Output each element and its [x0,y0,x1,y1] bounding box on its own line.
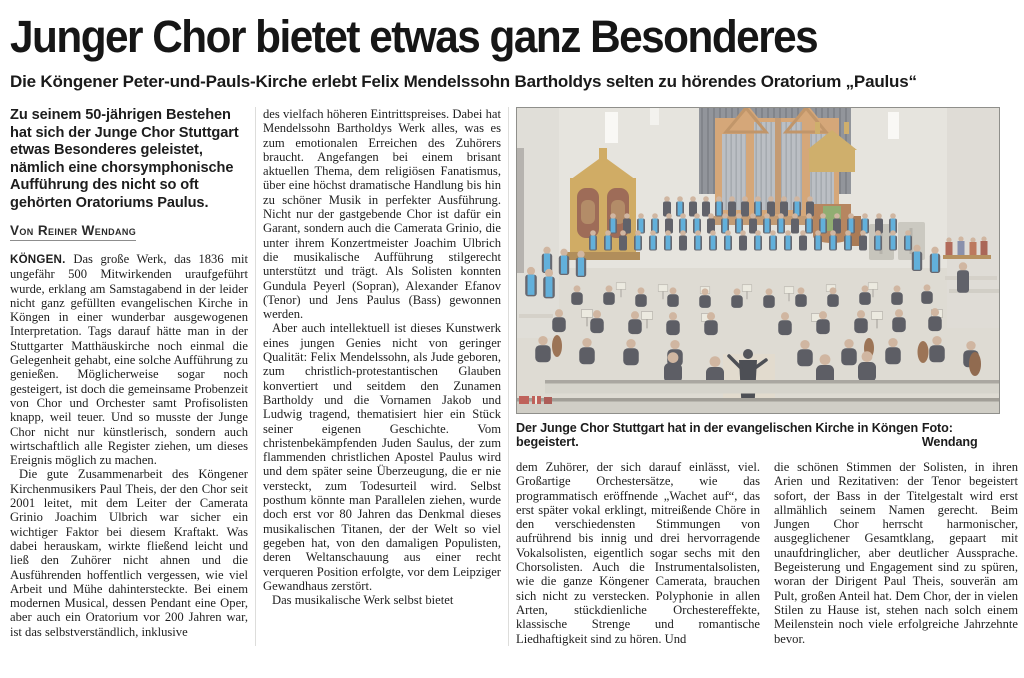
article-paragraph: Das musikalische Werk selbst bietet [272,593,454,608]
column-1-text [10,252,248,639]
byline: Von Reiner Wendang [10,223,136,241]
article-paragraph: Aber auch intellektuell ist dieses Kunstwerk eines jungen Genies nicht von geringer Qualität: Felix Mendelssohn, als Jude geboren, zum christlich-protestantischen Glauben konvertiert und seitdem den Zunamen Bartholdy und die Vornamen Jakob und Ludwig tragend, thematisiert hier ein Stück seiner eigenen Geschichte. Vom christenbekämpfenden Juden Saulus, der zum flammenden christlichen Apostel Paulus wird und dem später seine Überzeugung, die er nie versteckt, zum Todesurteil wird. Selbst posthum könnte man Parallelen ziehen, wurde doch erst vor 80 Jahren das Denkmal dieses musikalischen Titanen, der der Welt so viel gegeben hat, von den damaligen Populisten, deren Weltanschauung aus einer recht verqueren Position erfolgte, vor dem Leipziger Gewandhaus zerstört. [263,321,501,593]
article-subheadline: Die Köngener Peter-und-Pauls-Kirche erlebt Felix Mendelssohn Bartholdys selten zu hörendes Oratorium „Paulus“ [10,72,917,91]
article-paragraph: dem Zuhörer, der sich darauf einlässt, viel. Großartige Orchestersätze, wie das programmatisch eröffnende „Wachet auf“, das erst später vokal erklingt, mitreißende Chöre in den verschiedensten Stimmungen von aufrührend bis innig und drei hervorragende Vokalsolisten, eigentlich sogar sechs mit den Chorsolisten. Auch die Instrumentalsolisten, wie die ganze Köngener Camerata, brauchen sich nicht zu verstecken. Polyphonie in allen Arten, stückdienliche Orchestereffekte, klassische Strenge und romantische Liedhaftigkeit sind zu hören. Und [516,460,760,646]
column-3 [516,460,760,646]
article-paragraph: des vielfach höheren Eintrittspreises. Dabei hat Mendelssohn Bartholdys Werk alles, was es zum emotionalen Erreichen des Zuhörers braucht. Angefangen bei einem brisant aktuellen Thema, dem religiösen Fanatismus, über eine höchst dramatische Handlung bis hin zu schöner Musik in perfekter Ausführung. Nicht nur der gastgebende Chor ist dafür ein Garant, sondern auch die Camerata Grinio, die unter ihrem Konzertmeister Joachim Ulbrich die musikalische Aufführung stilgerecht unterstützt und trägt. Als Solisten konnten Gundula Peyerl (Sopran), Alexander Efanov (Tenor) und Jens Paulus (Bass) gewonnen werden. [263,107,501,322]
article-paragraph: die schönen Stimmen der Solisten, in ihren Arien und Rezitativen: der Tenor begeistert sofort, der Bass in der Titelgestalt wird erst allmählich seinem Namen gerecht. Beim Jungen Chor herrscht harmonischer, ausgeglichener Gesamtklang, gepaart mit unaufdringlicher, aber deutlicher Aussprache. Begeisterung und Engagement sind zu spüren, woran der Dirigent Paul Theis, souverän am Pult, großen Anteil hat. Dem Chor, der in vielen Stilen zu Hause ist, stehen nach solch einem Meilenstein noch viele erfolgreiche Jahrzehnte bevor. [774,460,1018,646]
column-1 [10,107,248,646]
photo-caption-row [516,421,1000,449]
article-paragraph: Die gute Zusammenarbeit des Köngener Kirchenmusikers Paul Theis, der den Chor seit 2001 leitet, mit dem Leiter der Camerata Grinio Joachim Ulbrich war sicher ein wichtiger Faktor bei diesem Kraftakt. Was dabei herauskam, wirkte fließend leicht und ließ den Zuhörer nicht ahnen und die Ausführenden hoffentlich vergessen, wie viel Arbeit und Mühe dahintersteckte. Bei einem modernen Musical, dessen Pendant eine Oper, aber auch ein Oratorium vor 200 Jahren war, ist das selbstverständlich, inklusive [10,467,248,639]
print-fade-overlay [517,108,999,413]
column-rule [255,107,256,646]
dateline: KÖNGEN. [10,253,74,266]
article-photo [516,107,1000,414]
column-gap [760,460,774,646]
lead-paragraph: Zu seinem 50-jährigen Bestehen hat sich der Junge Chor Stuttgart etwas Besonderes geleistet, nämlich eine chorsymphonische Aufführung des nicht so oft gehörten Oratoriums Paulus. [10,107,239,211]
photo-sub-columns [516,460,1018,646]
column-4 [774,460,1018,646]
article-body [10,107,1018,646]
article-paragraph: KÖNGEN. Das große Werk, das 1836 mit ungefähr 500 Mitwirkenden uraufgeführt wurde, erklang am Samstagabend in der leider nicht ganz gefüllten evangelischen Kirche in Köngen in einer wunderbar ausgewogenen Interpretation. Tags darauf hätte man in der Stuttgarter Matthäuskirche noch einmal die Gelegenheit gehabt, eine solche Aufführung zu genießen. Möglicherweise sogar noch gesteigert, ist doch die gemeinsame Probenzeit von Chor und Orchester samt Profisolisten knapp, weil teuer. Und so musste der Junge Chor nicht nur künstlerisch, sondern auch wirtschaftlich alle Register ziehen, um dieses Ereignis möglich zu machen. [10,252,248,468]
photo-credit: Foto: Wendang [921,421,978,449]
photo-section [516,107,1018,646]
photo-caption: Der Junge Chor Stuttgart hat in der evangelischen Kirche in Köngen begeistert. [516,421,919,449]
column-2 [263,107,501,646]
article-headline: Junger Chor bietet etwas ganz Besonderes [10,11,818,62]
column-rule [508,107,509,646]
